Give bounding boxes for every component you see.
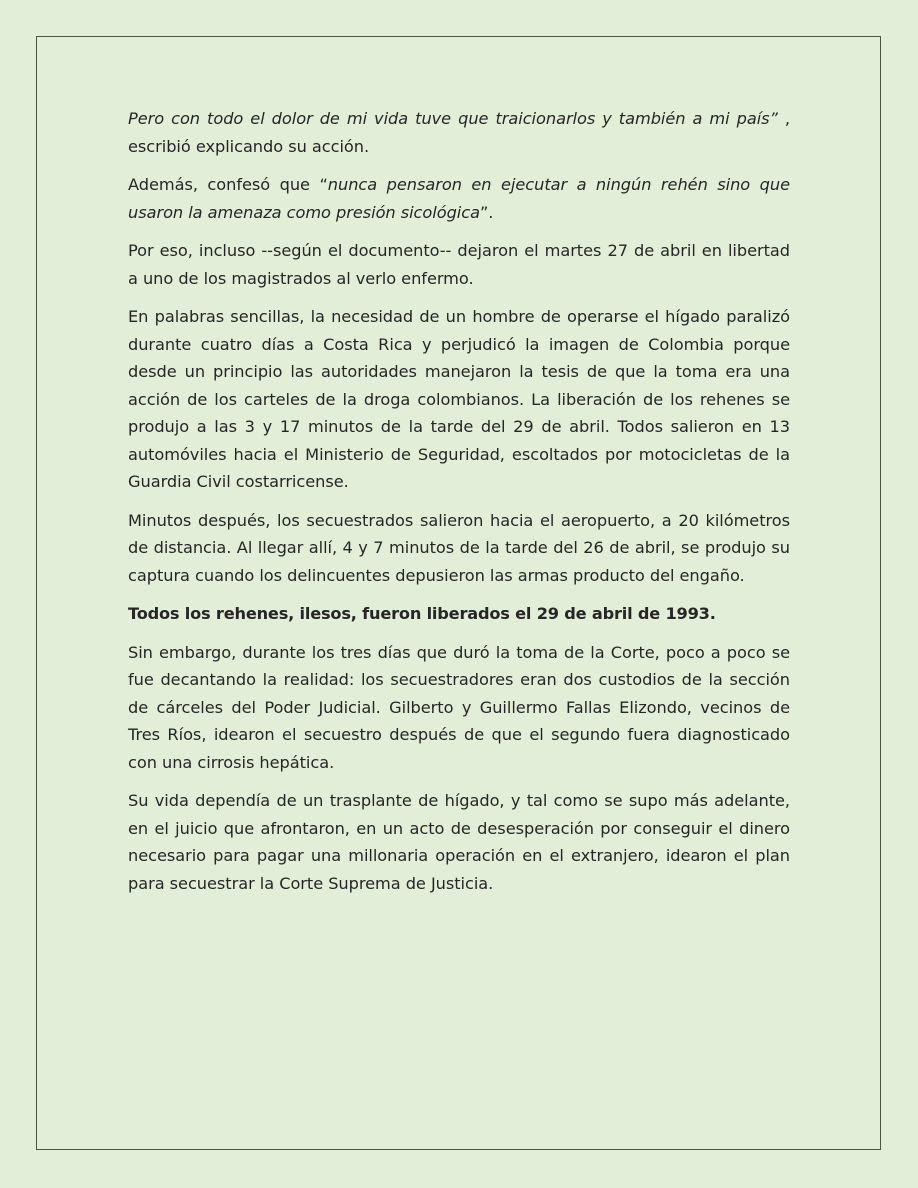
paragraph-8: Su vida dependía de un trasplante de hígado, y tal como se supo más adelante, en el juicio que afrontaron, en un acto de desesperación por conseguir el dinero necesario para pagar una millonaria operación en el extranjero, idearon el plan para secuestrar la Corte Suprema de Justicia. (128, 791, 790, 893)
paragraph-tail: ”. (479, 202, 494, 222)
paragraph-4: En palabras sencillas, la necesidad de un hombre de operarse el hígado paralizó durante cuatro días a Costa Rica y perjudicó la imagen de Colombia porque desde un principio las autoridades manejaron la tesis de que la toma era una acción de los carteles de la droga colombianos. La liberación de los rehenes se produjo a las 3 y 17 minutos de la tarde del 29 de abril. Todos salieron en 13 automóviles hacia el Ministerio de Seguridad, escoltados por motocicletas de la Guardia Civil costarricense. (128, 307, 790, 491)
paragraph-2 (128, 171, 790, 226)
paragraph-5: Minutos después, los secuestrados salieron hacia el aeropuerto, a 20 kilómetros de distancia. Al llegar allí, 4 y 7 minutos de la tarde del 26 de abril, se produjo su captura cuando los delincuentes depusieron las armas producto del engaño. (128, 510, 790, 585)
paragraph-lead: Además, confesó que “ (128, 175, 328, 194)
document-body (128, 105, 790, 908)
paragraph-7: Sin embargo, durante los tres días que duró la toma de la Corte, poco a poco se fue decantando la realidad: los secuestradores eran dos custodios de la sección de cárceles del Poder Judicial. Gilberto y Guillermo Fallas Elizondo, vecinos de Tres Ríos, idearon el secuestro después de que el segundo fuera diagnosticado con una cirrosis hepática. (128, 642, 790, 772)
paragraph-text: , escribió explicando su acción. (128, 109, 790, 156)
italic-quote: Pero con todo el dolor de mi vida tuve que traicionarlos y también a mi país” (128, 109, 778, 128)
bold-highlight-paragraph: Todos los rehenes, ilesos, fueron liberados el 29 de abril de 1993. (128, 604, 716, 623)
paragraph-1 (128, 105, 790, 160)
italic-quote: nunca pensaron en ejecutar a ningún rehén sino que usaron la amenaza como presión sicológica (128, 175, 790, 222)
paragraph-3: Por eso, incluso --según el documento-- dejaron el martes 27 de abril en libertad a uno de los magistrados al verlo enfermo. (128, 241, 790, 288)
